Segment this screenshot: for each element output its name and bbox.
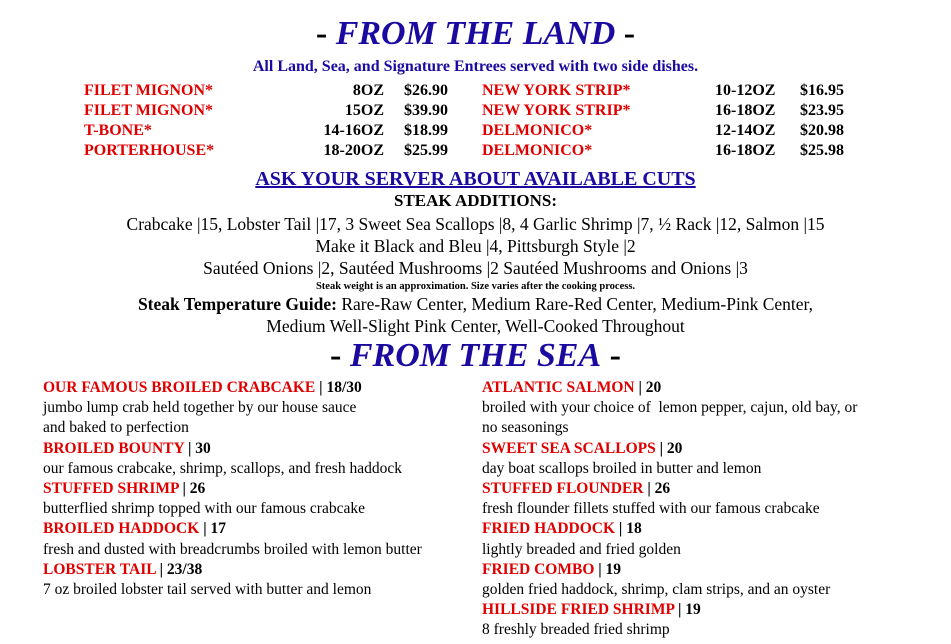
- sea-item-heading: [482, 439, 922, 459]
- sea-item-desc: broiled with your choice of lemon pepper, cajun, old bay, or: [482, 399, 858, 417]
- land-item-price: $20.98: [800, 122, 844, 139]
- title-dash-right: -: [623, 15, 636, 52]
- sea-right-list: [482, 378, 922, 641]
- sea-item-name: OUR FAMOUS BROILED CRABCAKE: [43, 379, 316, 396]
- sea-item-name: ATLANTIC SALMON: [482, 379, 635, 396]
- land-item-name: PORTERHOUSE*: [84, 142, 215, 159]
- sea-item-price: | 19: [674, 601, 701, 619]
- sea-item-name: FRIED HADDOCK: [482, 520, 616, 538]
- land-item-size: 15OZ: [344, 102, 384, 119]
- sea-item-heading: [482, 378, 922, 398]
- sea-title: [0, 336, 951, 376]
- land-item-size: 10-12OZ: [715, 82, 776, 99]
- land-item-size: 8OZ: [352, 82, 384, 99]
- sea-item-heading: [482, 600, 922, 620]
- temperature-guide-line2: Medium Well-Slight Pink Center, Well-Cooked Throughout: [266, 316, 685, 336]
- land-left-list: [84, 81, 464, 163]
- sea-item-desc: day boat scallops broiled in butter and lemon: [482, 459, 762, 477]
- sea-item-heading: [482, 479, 922, 499]
- steak-additions-line: Sautéed Onions |2, Sautéed Mushrooms |2 Sautéed Mushrooms and Onions |3: [203, 258, 748, 278]
- land-item-price: $23.95: [800, 102, 844, 119]
- sea-item-desc: no seasonings: [482, 419, 569, 437]
- land-item-name: NEW YORK STRIP*: [482, 82, 631, 99]
- entrees-subtitle: All Land, Sea, and Signature Entrees served with two side dishes.: [252, 58, 699, 75]
- title-dash-left: -: [330, 337, 342, 374]
- land-item-name: T-BONE*: [84, 122, 152, 139]
- land-item: [84, 81, 464, 101]
- sea-item-heading: [43, 439, 483, 459]
- land-item-size: 18-20OZ: [323, 142, 384, 159]
- land-item: [84, 101, 464, 121]
- sea-item-name: FRIED COMBO: [482, 560, 595, 578]
- land-item-name: NEW YORK STRIP*: [482, 102, 631, 119]
- land-item: [84, 141, 464, 161]
- sea-item-desc: lightly breaded and fried golden: [482, 540, 681, 558]
- land-item-price: $26.90: [404, 82, 448, 99]
- sea-item-name: LOBSTER TAIL: [43, 560, 156, 578]
- land-item-size: 12-14OZ: [715, 122, 776, 139]
- sea-item-desc: 7 oz broiled lobster tail served with butter and lemon: [43, 581, 372, 599]
- sea-item-desc: jumbo lump crab held together by our house sauce: [43, 399, 357, 417]
- land-title: [0, 14, 951, 54]
- land-item-name: FILET MIGNON*: [84, 102, 214, 119]
- land-item: [84, 121, 464, 141]
- sea-item-price: | 26: [643, 480, 671, 498]
- land-item: [482, 121, 862, 141]
- sea-item-price: | 20: [634, 379, 662, 396]
- land-right-list: [482, 81, 862, 163]
- sea-left-list: [43, 378, 483, 600]
- sea-item-heading: [482, 519, 922, 539]
- sea-item-desc: golden fried haddock, shrimp, clam strips, and an oyster: [482, 581, 831, 599]
- sea-item-desc: fresh flounder fillets stuffed with our famous crabcake: [482, 500, 820, 518]
- weight-note: Steak weight is an approximation. Size varies after the cooking process.: [315, 281, 636, 292]
- title-dash-left: -: [315, 15, 328, 52]
- land-item: [482, 141, 862, 161]
- land-item-size: 14-16OZ: [323, 122, 384, 139]
- steak-additions-title: STEAK ADDITIONS:: [394, 191, 557, 210]
- land-item: [482, 101, 862, 121]
- land-item-name: DELMONICO*: [482, 142, 593, 159]
- sea-item-desc: 8 freshly breaded fried shrimp: [482, 621, 670, 639]
- land-item-price: $18.99: [404, 122, 448, 139]
- sea-item-heading: [43, 479, 483, 499]
- sea-item-price: | 17: [199, 520, 226, 538]
- sea-item-name: BROILED HADDOCK: [43, 520, 200, 538]
- land-item: [482, 81, 862, 101]
- sea-item-heading: [43, 560, 483, 580]
- temperature-guide: [0, 293, 951, 315]
- steak-additions-line: Crabcake |15, Lobster Tail |17, 3 Sweet Sea Scallops |8, 4 Garlic Shrimp |7, ½ Rack |12, Salmon |15: [126, 214, 825, 234]
- sea-item-price: | 23/38: [155, 560, 203, 578]
- steak-additions-line: Make it Black and Bleu |4, Pittsburgh Style |2: [315, 236, 636, 256]
- temperature-guide-text: Rare-Raw Center, Medium Rare-Red Center, Medium-Pink Center,: [336, 294, 814, 314]
- sea-item-price: | 18/30: [315, 379, 362, 396]
- sea-item-price: | 30: [184, 439, 211, 457]
- land-item-size: 16-18OZ: [715, 142, 776, 159]
- ask-server-link[interactable]: ASK YOUR SERVER ABOUT AVAILABLE CUTS: [255, 168, 696, 190]
- sea-item-name: HILLSIDE FRIED SHRIMP: [482, 601, 675, 619]
- sea-item-name: BROILED BOUNTY: [43, 439, 185, 457]
- sea-item-heading: [482, 560, 922, 580]
- land-title-text: FROM THE LAND: [335, 15, 616, 52]
- sea-item-heading: [43, 378, 483, 398]
- sea-item-name: STUFFED SHRIMP: [43, 480, 179, 498]
- land-item-price: $25.98: [800, 142, 844, 159]
- sea-item-name: SWEET SEA SCALLOPS: [482, 439, 656, 457]
- sea-item-name: STUFFED FLOUNDER: [482, 480, 644, 498]
- sea-item-desc: butterflied shrimp topped with our famous crabcake: [43, 500, 365, 518]
- temperature-guide-label: Steak Temperature Guide:: [137, 294, 337, 314]
- title-dash-right: -: [609, 337, 621, 374]
- sea-item-price: | 20: [655, 439, 683, 457]
- land-item-price: $39.90: [404, 102, 448, 119]
- land-item-name: DELMONICO*: [482, 122, 593, 139]
- sea-item-desc: fresh and dusted with breadcrumbs broiled with lemon butter: [43, 540, 422, 558]
- land-item-size: 16-18OZ: [715, 102, 776, 119]
- sea-item-heading: [43, 519, 483, 539]
- sea-item-desc: our famous crabcake, shrimp, scallops, and fresh haddock: [43, 459, 402, 477]
- land-item-name: FILET MIGNON*: [84, 82, 214, 99]
- sea-title-text: FROM THE SEA: [349, 337, 602, 374]
- sea-item-price: | 18: [615, 520, 642, 538]
- sea-item-price: | 26: [178, 480, 206, 498]
- sea-item-price: | 19: [594, 560, 622, 578]
- sea-item-desc: and baked to perfection: [43, 419, 189, 437]
- land-item-price: $25.99: [404, 142, 448, 159]
- land-item-price: $16.95: [800, 82, 844, 99]
